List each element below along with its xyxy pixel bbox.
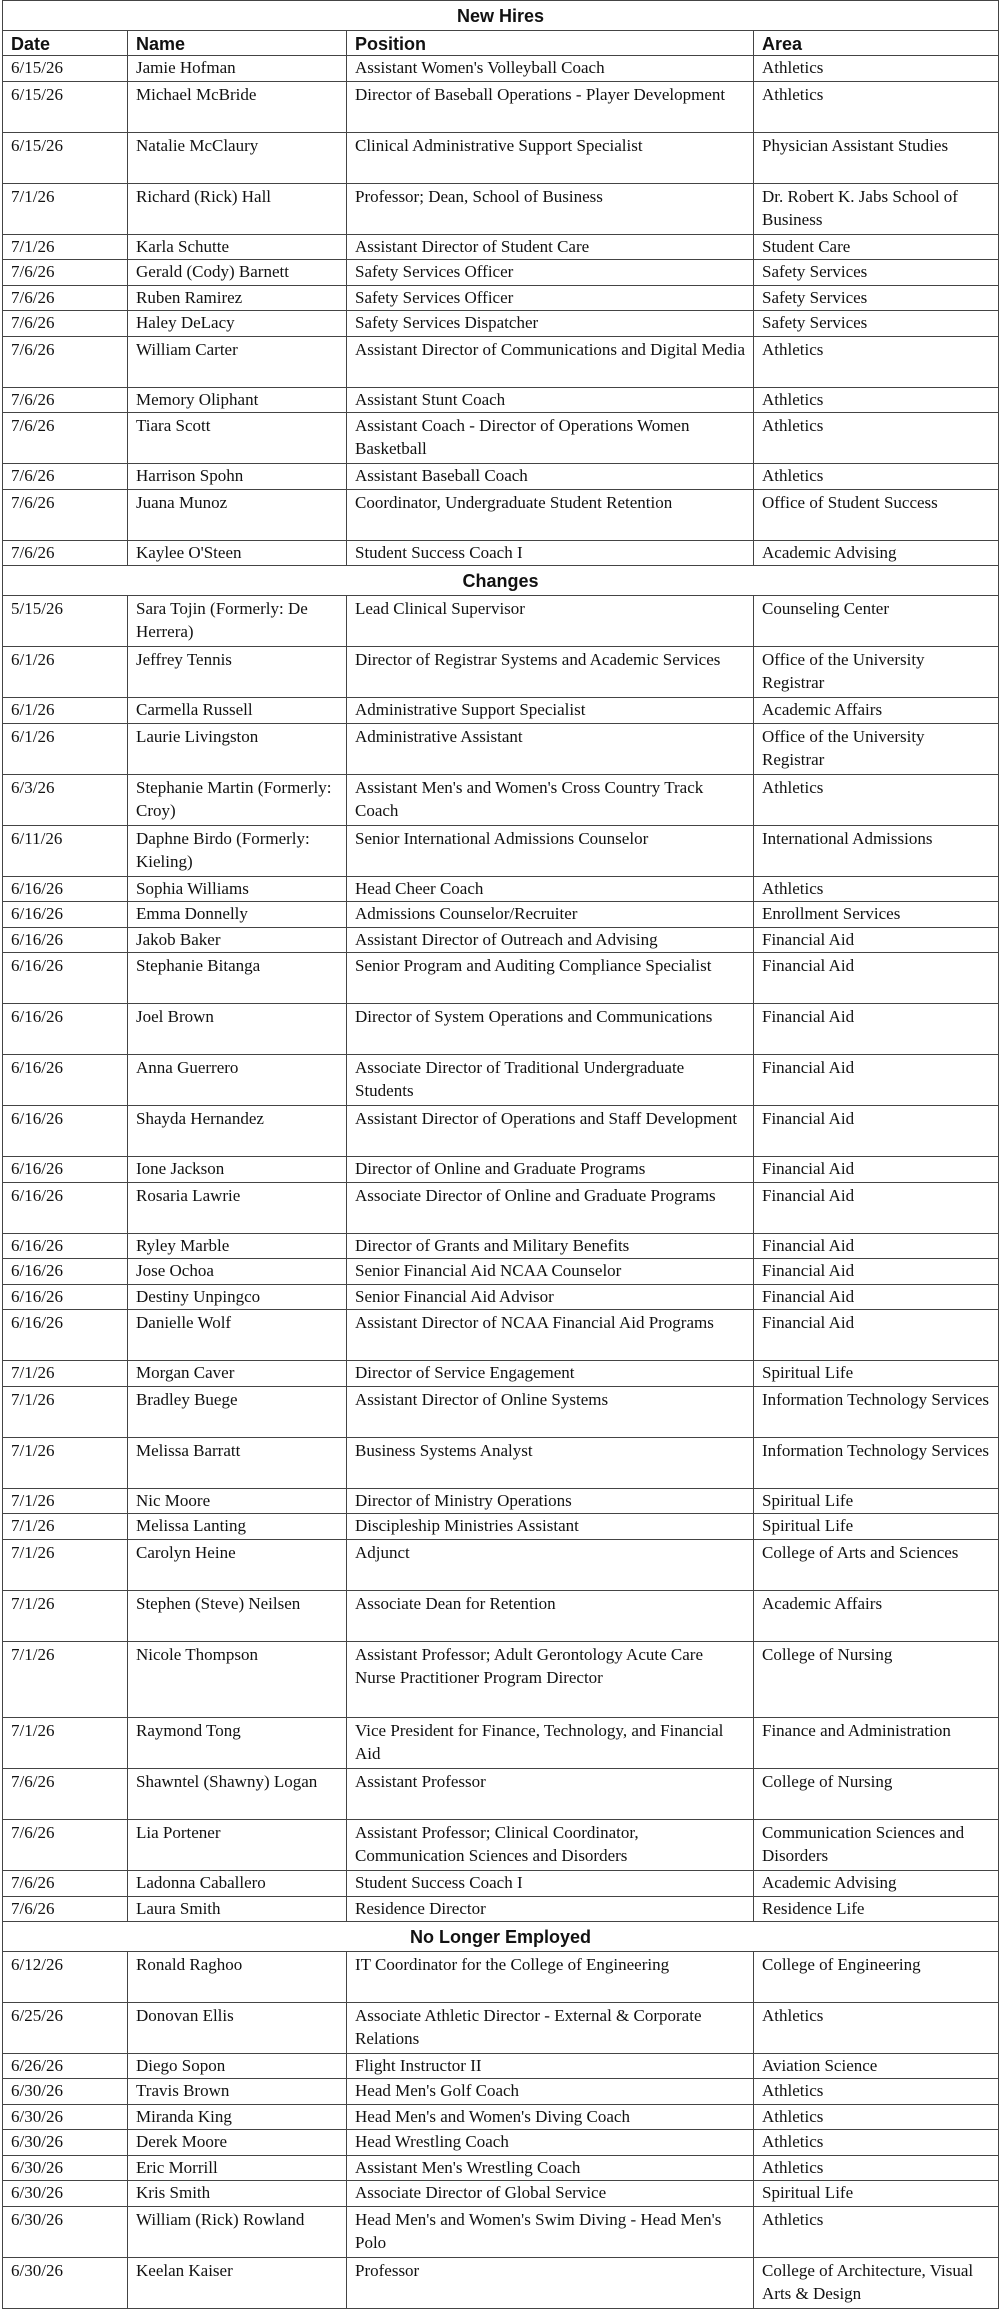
row-area: Spiritual Life	[754, 1514, 999, 1540]
table-row	[3, 902, 999, 928]
row-date: 6/16/26	[3, 1004, 128, 1055]
table-row	[3, 1182, 999, 1233]
row-position: IT Coordinator for the College of Engineering	[347, 1951, 754, 2002]
row-date: 6/16/26	[3, 1106, 128, 1157]
row-position: Discipleship Ministries Assistant	[347, 1514, 754, 1540]
row-name: Shawntel (Shawny) Logan	[128, 1769, 347, 1820]
row-date: 6/12/26	[3, 1951, 128, 2002]
row-area: Financial Aid	[754, 1284, 999, 1310]
section-title: Changes	[3, 566, 999, 596]
row-area: Office of the University Registrar	[754, 723, 999, 774]
table-row	[3, 2053, 999, 2079]
table-row	[3, 540, 999, 566]
table-row	[3, 698, 999, 724]
row-name: Carolyn Heine	[128, 1539, 347, 1590]
row-date: 6/30/26	[3, 2104, 128, 2130]
row-name: Anna Guerrero	[128, 1055, 347, 1106]
row-date: 6/25/26	[3, 2002, 128, 2053]
row-name: Daphne Birdo (Formerly: Kieling)	[128, 825, 347, 876]
table-row	[3, 1769, 999, 1820]
row-name: Laurie Livingston	[128, 723, 347, 774]
table-row	[3, 825, 999, 876]
row-name: Ladonna Caballero	[128, 1871, 347, 1897]
row-name: William (Rick) Rowland	[128, 2206, 347, 2257]
row-area: Academic Affairs	[754, 1590, 999, 1641]
row-date: 7/6/26	[3, 464, 128, 490]
row-date: 7/6/26	[3, 1896, 128, 1922]
row-area: College of Nursing	[754, 1769, 999, 1820]
row-date: 6/16/26	[3, 876, 128, 902]
row-name: Shayda Hernandez	[128, 1106, 347, 1157]
table-row	[3, 953, 999, 1004]
row-date: 6/1/26	[3, 647, 128, 698]
row-area: Athletics	[754, 2155, 999, 2181]
row-name: Melissa Lanting	[128, 1514, 347, 1540]
row-name: Carmella Russell	[128, 698, 347, 724]
row-name: Rosaria Lawrie	[128, 1182, 347, 1233]
row-name: Richard (Rick) Hall	[128, 183, 347, 234]
row-name: Emma Donnelly	[128, 902, 347, 928]
row-date: 7/1/26	[3, 1361, 128, 1387]
row-date: 7/1/26	[3, 1514, 128, 1540]
row-date: 7/1/26	[3, 1488, 128, 1514]
table-row	[3, 1361, 999, 1387]
row-date: 6/1/26	[3, 698, 128, 724]
column-header-date: Date	[3, 30, 128, 56]
row-date: 7/6/26	[3, 336, 128, 387]
row-position: Director of Online and Graduate Programs	[347, 1157, 754, 1183]
row-name: Sara Tojin (Formerly: De Herrera)	[128, 596, 347, 647]
row-name: Bradley Buege	[128, 1386, 347, 1437]
row-date: 7/1/26	[3, 183, 128, 234]
row-date: 6/16/26	[3, 1233, 128, 1259]
row-position: Associate Athletic Director - External & Corporate Relations	[347, 2002, 754, 2053]
table-row	[3, 1820, 999, 1871]
row-position: Safety Services Officer	[347, 285, 754, 311]
row-date: 7/6/26	[3, 413, 128, 464]
row-position: Associate Director of Global Service	[347, 2181, 754, 2207]
table-row	[3, 1259, 999, 1285]
row-name: Gerald (Cody) Barnett	[128, 260, 347, 286]
row-area: Athletics	[754, 2130, 999, 2156]
table-row	[3, 1514, 999, 1540]
row-date: 6/30/26	[3, 2206, 128, 2257]
row-date: 6/16/26	[3, 953, 128, 1004]
row-date: 6/16/26	[3, 927, 128, 953]
column-header-area: Area	[754, 30, 999, 56]
table-row	[3, 1488, 999, 1514]
row-date: 7/1/26	[3, 1386, 128, 1437]
table-row	[3, 1539, 999, 1590]
table-row	[3, 2181, 999, 2207]
table-row	[3, 723, 999, 774]
row-area: Athletics	[754, 81, 999, 132]
row-position: Assistant Men's and Women's Cross Country Track Coach	[347, 774, 754, 825]
row-position: Residence Director	[347, 1896, 754, 1922]
row-position: Assistant Director of NCAA Financial Aid Programs	[347, 1310, 754, 1361]
row-name: Melissa Barratt	[128, 1437, 347, 1488]
table-row	[3, 336, 999, 387]
row-area: Financial Aid	[754, 1182, 999, 1233]
table-row	[3, 1437, 999, 1488]
column-header-row	[3, 30, 999, 56]
row-area: Spiritual Life	[754, 1361, 999, 1387]
table-row	[3, 387, 999, 413]
row-position: Admissions Counselor/Recruiter	[347, 902, 754, 928]
row-name: Memory Oliphant	[128, 387, 347, 413]
row-name: Laura Smith	[128, 1896, 347, 1922]
row-position: Student Success Coach I	[347, 540, 754, 566]
row-date: 6/16/26	[3, 1259, 128, 1285]
table-row	[3, 1896, 999, 1922]
row-position: Head Wrestling Coach	[347, 2130, 754, 2156]
table-row	[3, 1106, 999, 1157]
row-date: 7/1/26	[3, 1590, 128, 1641]
table-row	[3, 1055, 999, 1106]
table-row	[3, 2079, 999, 2105]
row-date: 6/30/26	[3, 2257, 128, 2308]
row-position: Clinical Administrative Support Specialist	[347, 132, 754, 183]
row-name: Stephen (Steve) Neilsen	[128, 1590, 347, 1641]
row-position: Assistant Professor; Adult Gerontology Acute Care Nurse Practitioner Program Director	[347, 1641, 754, 1718]
row-area: Athletics	[754, 56, 999, 82]
row-date: 6/30/26	[3, 2130, 128, 2156]
row-date: 7/6/26	[3, 540, 128, 566]
row-position: Senior International Admissions Counselor	[347, 825, 754, 876]
table-row	[3, 2155, 999, 2181]
row-area: Athletics	[754, 2206, 999, 2257]
row-area: Athletics	[754, 413, 999, 464]
personnel-table	[2, 0, 999, 2309]
row-position: Coordinator, Undergraduate Student Retention	[347, 489, 754, 540]
row-area: Counseling Center	[754, 596, 999, 647]
table-row	[3, 647, 999, 698]
row-position: Assistant Stunt Coach	[347, 387, 754, 413]
row-name: Nicole Thompson	[128, 1641, 347, 1718]
row-area: Financial Aid	[754, 1055, 999, 1106]
table-row	[3, 1951, 999, 2002]
row-name: Morgan Caver	[128, 1361, 347, 1387]
row-area: Academic Affairs	[754, 698, 999, 724]
row-name: Karla Schutte	[128, 234, 347, 260]
row-position: Assistant Director of Student Care	[347, 234, 754, 260]
row-area: International Admissions	[754, 825, 999, 876]
row-area: Office of the University Registrar	[754, 647, 999, 698]
table-row	[3, 774, 999, 825]
row-date: 6/16/26	[3, 1157, 128, 1183]
row-name: Travis Brown	[128, 2079, 347, 2105]
row-area: Aviation Science	[754, 2053, 999, 2079]
table-row	[3, 1004, 999, 1055]
table-row	[3, 1310, 999, 1361]
row-name: Danielle Wolf	[128, 1310, 347, 1361]
row-date: 7/6/26	[3, 311, 128, 337]
row-area: Financial Aid	[754, 1157, 999, 1183]
row-position: Professor; Dean, School of Business	[347, 183, 754, 234]
row-name: William Carter	[128, 336, 347, 387]
table-row	[3, 2257, 999, 2308]
row-date: 6/30/26	[3, 2079, 128, 2105]
row-name: Eric Morrill	[128, 2155, 347, 2181]
row-area: Athletics	[754, 387, 999, 413]
row-position: Vice President for Finance, Technology, and Financial Aid	[347, 1718, 754, 1769]
row-name: Michael McBride	[128, 81, 347, 132]
row-position: Assistant Men's Wrestling Coach	[347, 2155, 754, 2181]
row-name: Harrison Spohn	[128, 464, 347, 490]
row-position: Associate Director of Online and Graduate Programs	[347, 1182, 754, 1233]
row-date: 6/30/26	[3, 2155, 128, 2181]
section-header-row	[3, 1922, 999, 1952]
table-row	[3, 81, 999, 132]
row-area: Athletics	[754, 336, 999, 387]
row-area: Spiritual Life	[754, 2181, 999, 2207]
row-name: Sophia Williams	[128, 876, 347, 902]
table-row	[3, 1157, 999, 1183]
row-date: 6/26/26	[3, 2053, 128, 2079]
row-area: Physician Assistant Studies	[754, 132, 999, 183]
row-position: Business Systems Analyst	[347, 1437, 754, 1488]
row-date: 6/30/26	[3, 2181, 128, 2207]
row-area: Office of Student Success	[754, 489, 999, 540]
row-date: 6/1/26	[3, 723, 128, 774]
row-name: Ione Jackson	[128, 1157, 347, 1183]
row-date: 6/16/26	[3, 1182, 128, 1233]
table-row	[3, 285, 999, 311]
row-area: Athletics	[754, 2002, 999, 2053]
row-date: 7/6/26	[3, 1769, 128, 1820]
table-row	[3, 1590, 999, 1641]
row-name: Destiny Unpingco	[128, 1284, 347, 1310]
row-date: 7/1/26	[3, 1437, 128, 1488]
table-row	[3, 2002, 999, 2053]
row-area: Communication Sciences and Disorders	[754, 1820, 999, 1871]
row-date: 7/6/26	[3, 1820, 128, 1871]
row-area: Safety Services	[754, 260, 999, 286]
row-area: Information Technology Services	[754, 1386, 999, 1437]
row-area: Finance and Administration	[754, 1718, 999, 1769]
table-row	[3, 132, 999, 183]
table-row	[3, 1386, 999, 1437]
row-position: Assistant Baseball Coach	[347, 464, 754, 490]
row-name: Tiara Scott	[128, 413, 347, 464]
table-row	[3, 56, 999, 82]
row-area: Financial Aid	[754, 1106, 999, 1157]
row-position: Assistant Women's Volleyball Coach	[347, 56, 754, 82]
row-name: Ronald Raghoo	[128, 1951, 347, 2002]
table-row	[3, 876, 999, 902]
row-name: Raymond Tong	[128, 1718, 347, 1769]
row-date: 5/15/26	[3, 596, 128, 647]
row-position: Associate Director of Traditional Undergraduate Students	[347, 1055, 754, 1106]
row-position: Director of Service Engagement	[347, 1361, 754, 1387]
row-name: Ryley Marble	[128, 1233, 347, 1259]
row-name: Donovan Ellis	[128, 2002, 347, 2053]
row-date: 6/15/26	[3, 132, 128, 183]
row-name: Stephanie Martin (Formerly: Croy)	[128, 774, 347, 825]
row-date: 7/1/26	[3, 1641, 128, 1718]
row-name: Derek Moore	[128, 2130, 347, 2156]
row-date: 7/1/26	[3, 1718, 128, 1769]
row-position: Assistant Professor; Clinical Coordinator, Communication Sciences and Disorders	[347, 1820, 754, 1871]
row-position: Director of System Operations and Communications	[347, 1004, 754, 1055]
table-row	[3, 311, 999, 337]
row-position: Director of Baseball Operations - Player Development	[347, 81, 754, 132]
table-row	[3, 2130, 999, 2156]
row-name: Ruben Ramirez	[128, 285, 347, 311]
row-position: Head Men's Golf Coach	[347, 2079, 754, 2105]
section-title: New Hires	[3, 1, 999, 31]
row-area: Financial Aid	[754, 1004, 999, 1055]
row-area: Spiritual Life	[754, 1488, 999, 1514]
row-position: Lead Clinical Supervisor	[347, 596, 754, 647]
row-date: 6/16/26	[3, 1055, 128, 1106]
row-area: College of Nursing	[754, 1641, 999, 1718]
row-area: Athletics	[754, 464, 999, 490]
row-date: 6/16/26	[3, 1284, 128, 1310]
row-area: Safety Services	[754, 285, 999, 311]
row-position: Safety Services Officer	[347, 260, 754, 286]
row-area: Residence Life	[754, 1896, 999, 1922]
row-position: Director of Ministry Operations	[347, 1488, 754, 1514]
row-date: 6/16/26	[3, 902, 128, 928]
column-header-position: Position	[347, 30, 754, 56]
row-area: Financial Aid	[754, 953, 999, 1004]
section-header-row	[3, 566, 999, 596]
table-row	[3, 234, 999, 260]
row-area: Athletics	[754, 2104, 999, 2130]
row-area: Information Technology Services	[754, 1437, 999, 1488]
row-position: Assistant Director of Online Systems	[347, 1386, 754, 1437]
row-name: Nic Moore	[128, 1488, 347, 1514]
row-area: Financial Aid	[754, 1259, 999, 1285]
row-position: Assistant Director of Operations and Staff Development	[347, 1106, 754, 1157]
row-position: Safety Services Dispatcher	[347, 311, 754, 337]
row-area: Student Care	[754, 234, 999, 260]
row-name: Natalie McClaury	[128, 132, 347, 183]
row-name: Jakob Baker	[128, 927, 347, 953]
table-row	[3, 1641, 999, 1718]
row-position: Student Success Coach I	[347, 1871, 754, 1897]
row-area: College of Engineering	[754, 1951, 999, 2002]
row-name: Haley DeLacy	[128, 311, 347, 337]
row-date: 7/6/26	[3, 285, 128, 311]
row-date: 6/3/26	[3, 774, 128, 825]
row-position: Head Cheer Coach	[347, 876, 754, 902]
table-row	[3, 927, 999, 953]
row-area: Financial Aid	[754, 927, 999, 953]
row-name: Juana Munoz	[128, 489, 347, 540]
row-area: Athletics	[754, 774, 999, 825]
section-title: No Longer Employed	[3, 1922, 999, 1952]
row-position: Assistant Coach - Director of Operations Women Basketball	[347, 413, 754, 464]
row-area: Athletics	[754, 876, 999, 902]
row-position: Flight Instructor II	[347, 2053, 754, 2079]
row-date: 7/6/26	[3, 1871, 128, 1897]
personnel-table-body	[3, 1, 999, 2309]
row-date: 6/16/26	[3, 1310, 128, 1361]
table-row	[3, 183, 999, 234]
row-position: Senior Financial Aid NCAA Counselor	[347, 1259, 754, 1285]
row-date: 7/6/26	[3, 260, 128, 286]
row-name: Keelan Kaiser	[128, 2257, 347, 2308]
row-date: 7/1/26	[3, 1539, 128, 1590]
row-position: Senior Program and Auditing Compliance Specialist	[347, 953, 754, 1004]
row-date: 7/6/26	[3, 489, 128, 540]
row-area: Academic Advising	[754, 540, 999, 566]
row-position: Adjunct	[347, 1539, 754, 1590]
row-position: Director of Grants and Military Benefits	[347, 1233, 754, 1259]
table-row	[3, 1718, 999, 1769]
row-date: 7/6/26	[3, 387, 128, 413]
section-header-row	[3, 1, 999, 31]
column-header-name: Name	[128, 30, 347, 56]
row-position: Head Men's and Women's Swim Diving - Head Men's Polo	[347, 2206, 754, 2257]
row-position: Administrative Assistant	[347, 723, 754, 774]
row-date: 6/15/26	[3, 56, 128, 82]
row-area: Athletics	[754, 2079, 999, 2105]
row-position: Assistant Director of Communications and Digital Media	[347, 336, 754, 387]
table-row	[3, 1871, 999, 1897]
row-area: Academic Advising	[754, 1871, 999, 1897]
row-position: Senior Financial Aid Advisor	[347, 1284, 754, 1310]
row-name: Stephanie Bitanga	[128, 953, 347, 1004]
table-row	[3, 1233, 999, 1259]
row-position: Administrative Support Specialist	[347, 698, 754, 724]
table-row	[3, 260, 999, 286]
row-area: Safety Services	[754, 311, 999, 337]
row-name: Miranda King	[128, 2104, 347, 2130]
row-area: Dr. Robert K. Jabs School of Business	[754, 183, 999, 234]
row-name: Kris Smith	[128, 2181, 347, 2207]
row-name: Jose Ochoa	[128, 1259, 347, 1285]
row-date: 6/11/26	[3, 825, 128, 876]
row-name: Lia Portener	[128, 1820, 347, 1871]
row-area: College of Arts and Sciences	[754, 1539, 999, 1590]
table-row	[3, 2104, 999, 2130]
row-name: Kaylee O'Steen	[128, 540, 347, 566]
row-position: Professor	[347, 2257, 754, 2308]
table-row	[3, 2206, 999, 2257]
row-name: Jeffrey Tennis	[128, 647, 347, 698]
row-position: Head Men's and Women's Diving Coach	[347, 2104, 754, 2130]
row-area: Enrollment Services	[754, 902, 999, 928]
row-position: Assistant Director of Outreach and Advising	[347, 927, 754, 953]
row-area: College of Architecture, Visual Arts & Design	[754, 2257, 999, 2308]
row-area: Financial Aid	[754, 1233, 999, 1259]
row-position: Director of Registrar Systems and Academic Services	[347, 647, 754, 698]
table-row	[3, 413, 999, 464]
row-date: 6/15/26	[3, 81, 128, 132]
row-name: Diego Sopon	[128, 2053, 347, 2079]
table-row	[3, 1284, 999, 1310]
table-row	[3, 489, 999, 540]
row-area: Financial Aid	[754, 1310, 999, 1361]
row-position: Associate Dean for Retention	[347, 1590, 754, 1641]
row-position: Assistant Professor	[347, 1769, 754, 1820]
table-row	[3, 464, 999, 490]
row-date: 7/1/26	[3, 234, 128, 260]
table-row	[3, 596, 999, 647]
row-name: Jamie Hofman	[128, 56, 347, 82]
row-name: Joel Brown	[128, 1004, 347, 1055]
